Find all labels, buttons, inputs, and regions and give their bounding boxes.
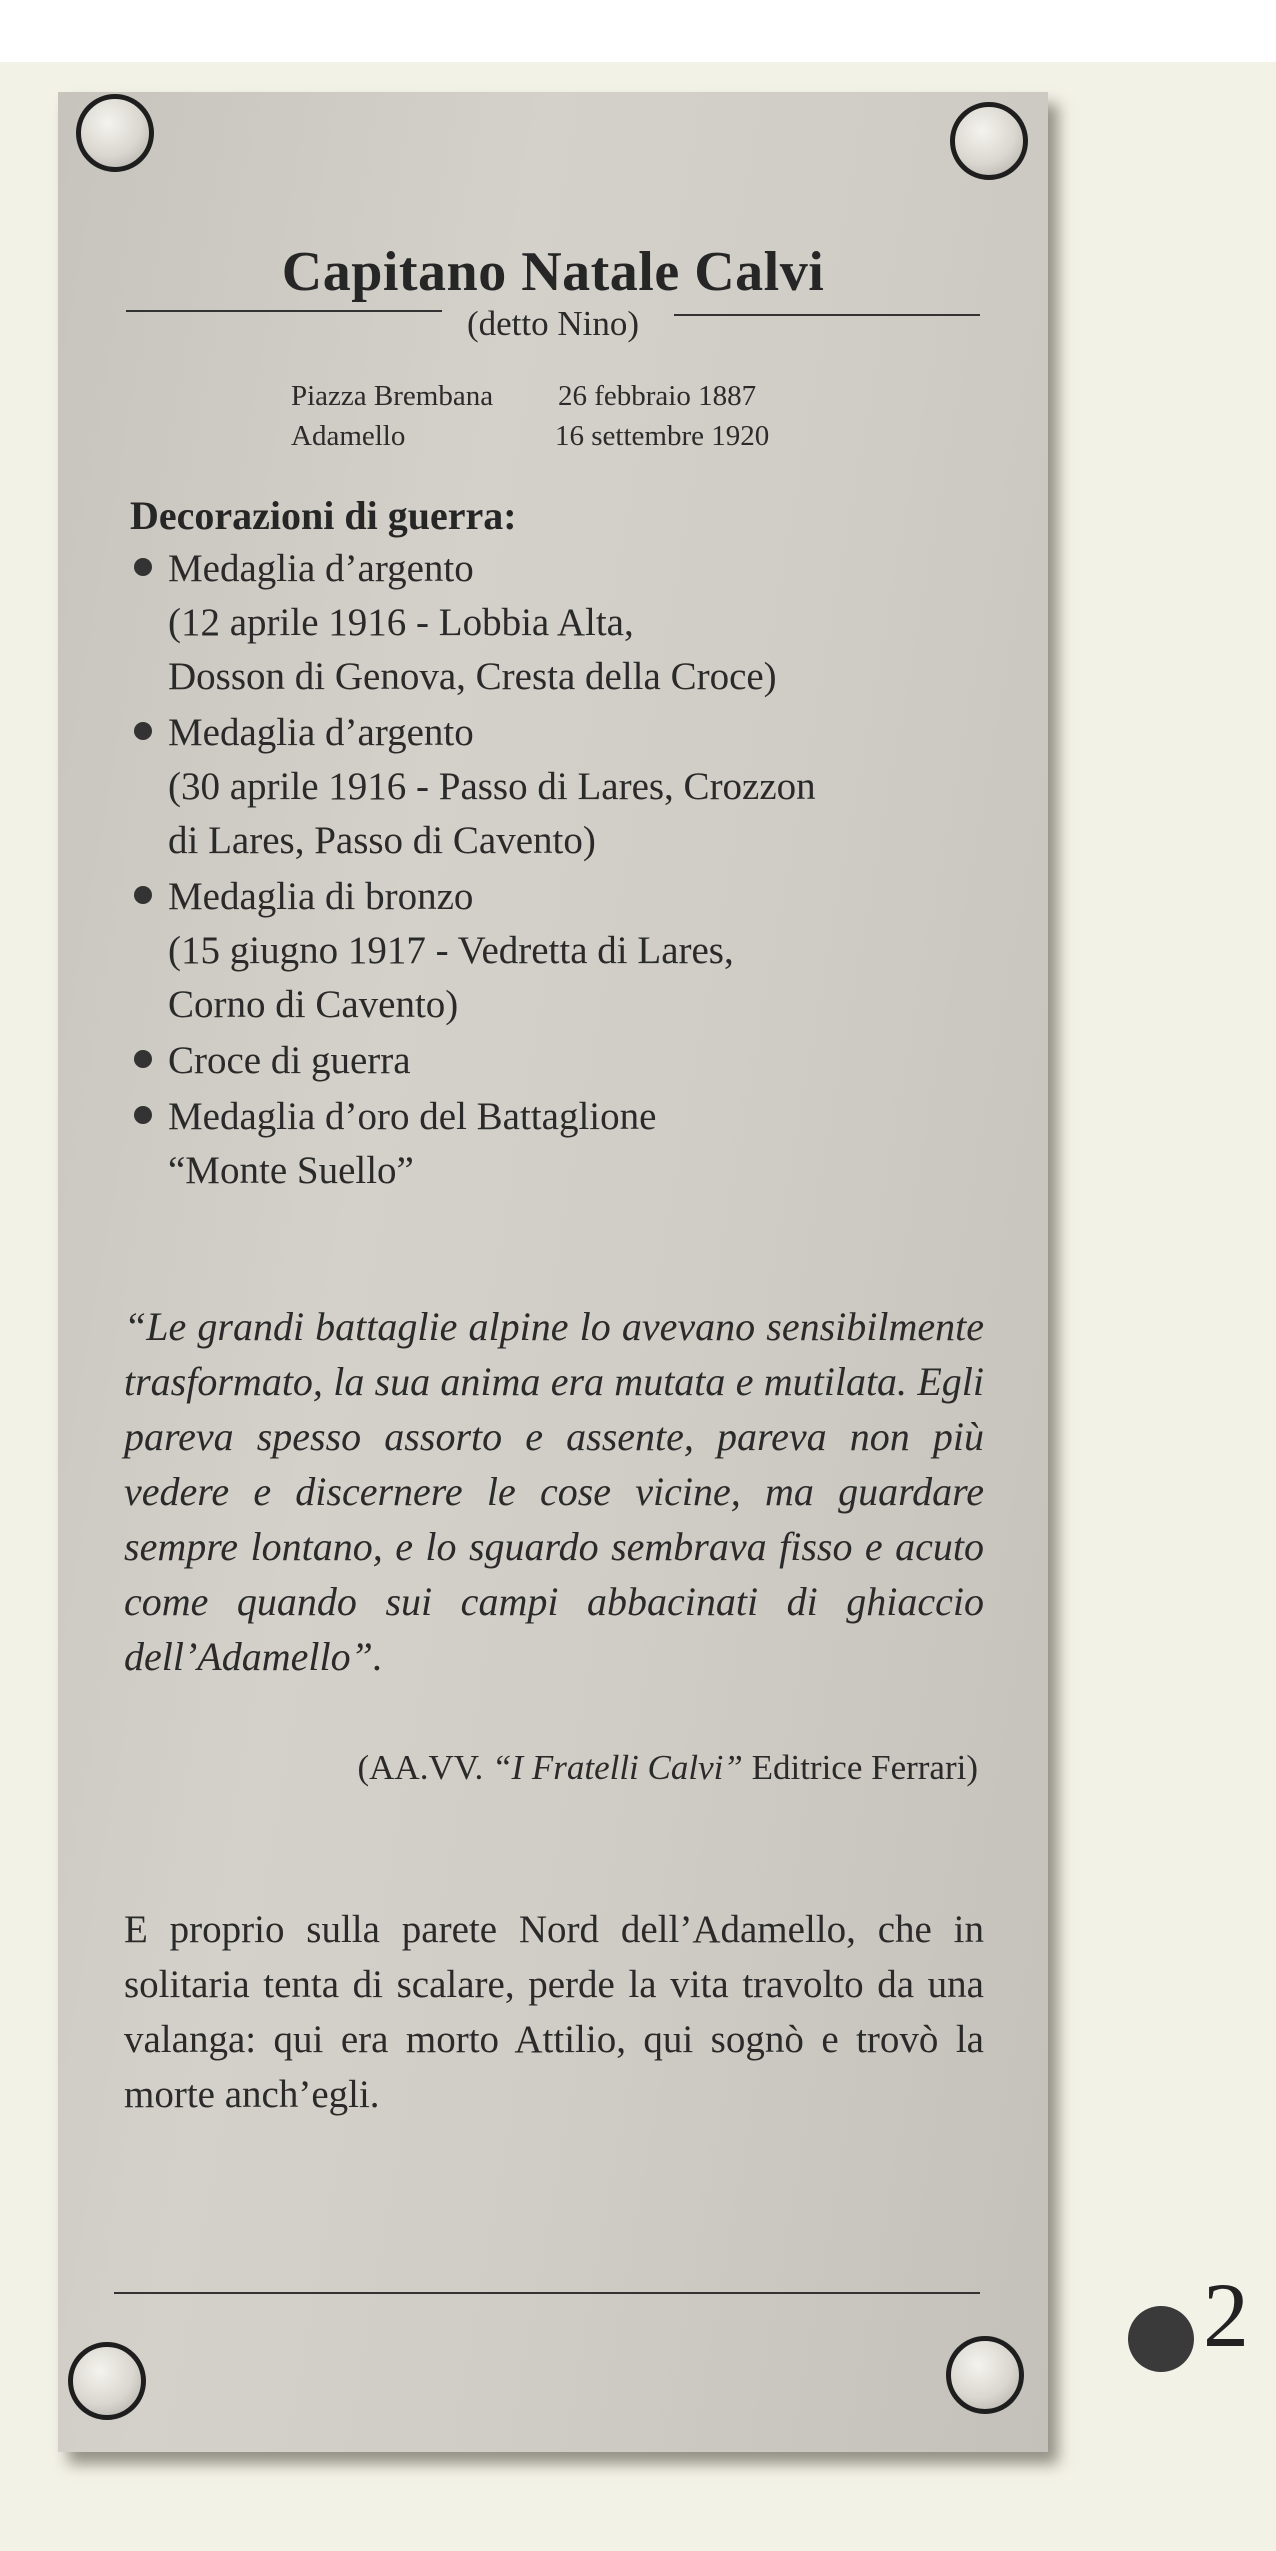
page-bullet-icon	[1128, 2306, 1194, 2372]
screw-top-left-icon	[76, 94, 154, 172]
decoration-name: Croce di guerra	[168, 1039, 411, 1082]
list-item	[130, 542, 1010, 704]
birth-place: Piazza Brembana	[291, 380, 494, 412]
top-margin	[0, 0, 1276, 62]
decorations-heading: Decorazioni di guerra:	[130, 493, 517, 538]
closing-paragraph: E proprio sulla parete Nord dell’Adamello, che in solitaria tenta di scalare, perde la vita travolto da una valanga: qui era morto Attilio, qui sognò e trovò la morte anch’egli.	[124, 1908, 984, 2116]
bullet-icon	[134, 1050, 152, 1068]
citation-title: “I Fratelli Calvi”	[491, 1748, 743, 1787]
decoration-name: Medaglia d’argento	[168, 711, 474, 754]
death-date: 16 settembre 1920	[555, 420, 770, 452]
page-number: 2	[1203, 2264, 1249, 2366]
bullet-icon	[134, 1106, 152, 1124]
plaque-title: Capitano Natale Calvi	[281, 241, 825, 303]
birth-date: 26 febbraio 1887	[558, 380, 757, 412]
bottom-rule	[114, 2292, 980, 2294]
quote-citation	[58, 1748, 978, 1788]
decoration-detail: “Monte Suello”	[168, 1149, 414, 1192]
list-item	[130, 1090, 1010, 1198]
plaque-subtitle: (detto Nino)	[466, 304, 640, 343]
memorial-plaque	[58, 92, 1048, 2452]
citation-prefix: (AA.VV.	[357, 1748, 484, 1787]
list-item	[130, 706, 1010, 868]
decoration-detail: (12 aprile 1916 - Lobbia Alta, Dosson di Genova, Cresta della Croce)	[168, 601, 777, 698]
screw-bottom-left-icon	[68, 2342, 146, 2420]
decoration-name: Medaglia di bronzo	[168, 875, 474, 918]
bullet-icon	[134, 558, 152, 576]
bullet-icon	[134, 722, 152, 740]
decorations-list	[130, 542, 1010, 1200]
list-item	[130, 870, 1010, 1032]
decoration-name: Medaglia d’argento	[168, 547, 474, 590]
list-item	[130, 1034, 1010, 1088]
quote-text: “Le grandi battaglie alpine lo avevano sensibilmente trasformato, la sua anima era mutata e mutilata. Egli pareva spesso assorto e assente, pareva non più vedere e discernere le cose vicine, ma guardare sempre lontano, e lo sguardo sembrava fisso e acuto come quando sui campi abbacinati di ghiaccio dell’Adamello”.	[124, 1304, 984, 1679]
death-place: Adamello	[291, 420, 406, 452]
screw-bottom-right-icon	[946, 2336, 1024, 2414]
screw-top-right-icon	[950, 102, 1028, 180]
citation-suffix: Editrice Ferrari)	[751, 1748, 978, 1787]
decoration-detail: (30 aprile 1916 - Passo di Lares, Crozzon di Lares, Passo di Cavento)	[168, 765, 816, 862]
bullet-icon	[134, 886, 152, 904]
decoration-name: Medaglia d’oro del Battaglione	[168, 1095, 657, 1138]
decoration-detail: (15 giugno 1917 - Vedretta di Lares, Corno di Cavento)	[168, 929, 734, 1026]
